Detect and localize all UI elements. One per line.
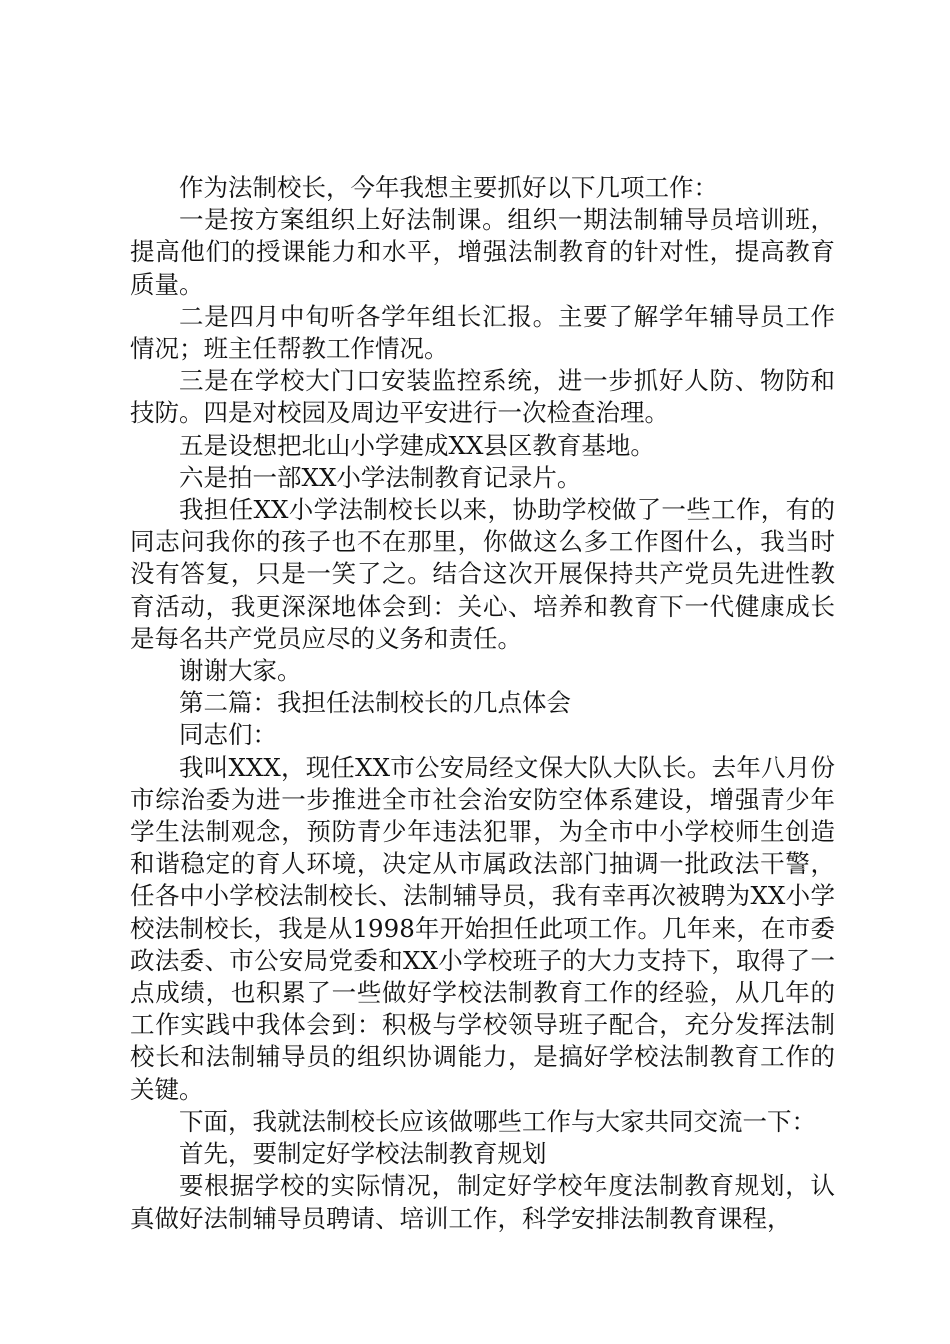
paragraph: 下面，我就法制校长应该做哪些工作与大家共同交流一下： xyxy=(179,1106,816,1136)
paragraph: 一是按方案组织上好法制课。组织一期法制辅导员培训班，提高他们的授课能力和水平，增强法制教育的针对性，提高教育质量。 xyxy=(130,205,835,299)
paragraph: 我担任XX小学法制校长以来，协助学校做了一些工作，有的同志问我你的孩子也不在那里，你做这么多工作图什么，我当时没有答复，只是一笑了之。结合这次开展保持共产党员先进性教育活动，我更深深地体会到：关心、培养和教育下一代健康成长是每名共产党员应尽的义务和责任。 xyxy=(130,495,835,653)
paragraph: 谢谢大家。 xyxy=(179,656,302,686)
subheading: 首先，要制定好学校法制教育规划 xyxy=(179,1139,547,1169)
document-body xyxy=(130,172,835,1235)
salutation: 同志们： xyxy=(179,720,277,750)
paragraph: 六是拍一部XX小学法制教育记录片。 xyxy=(179,462,582,492)
paragraph: 我叫XXX，现任XX市公安局经文保大队大队长。去年八月份市综治委为进一步推进全市社会治安防空体系建设，增强青少年学生法制观念，预防青少年违法犯罪，为全市中小学校师生创造和谐稳定的育人环境，决定从市属政法部门抽调一批政法干警，任各中小学校法制校长、法制辅导员，我有幸再次被聘为XX小学校法制校长，我是从1998年开始担任此项工作。几年来，在市委政法委、市公安局党委和XX小学校班子的大力支持下，取得了一点成绩，也积累了一些做好学校法制教育工作的经验，从几年的工作实践中我体会到：积极与学校领导班子配合，充分发挥法制校长和法制辅导员的组织协调能力，是搞好学校法制教育工作的关键。 xyxy=(130,752,835,1104)
paragraph: 要根据学校的实际情况，制定好学校年度法制教育规划，认真做好法制辅导员聘请、培训工作，科学安排法制教育课程， xyxy=(130,1171,835,1233)
paragraph: 作为法制校长，今年我想主要抓好以下几项工作： xyxy=(179,173,718,202)
paragraph: 三是在学校大门口安装监控系统，进一步抓好人防、物防和技防。四是对校园及周边平安进行一次检查治理。 xyxy=(130,366,835,428)
section-heading: 第二篇：我担任法制校长的几点体会 xyxy=(179,688,571,718)
paragraph: 五是设想把北山小学建成XX县区教育基地。 xyxy=(179,430,655,460)
paragraph: 二是四月中旬听各学年组长汇报。主要了解学年辅导员工作情况；班主任帮教工作情况。 xyxy=(130,301,835,364)
